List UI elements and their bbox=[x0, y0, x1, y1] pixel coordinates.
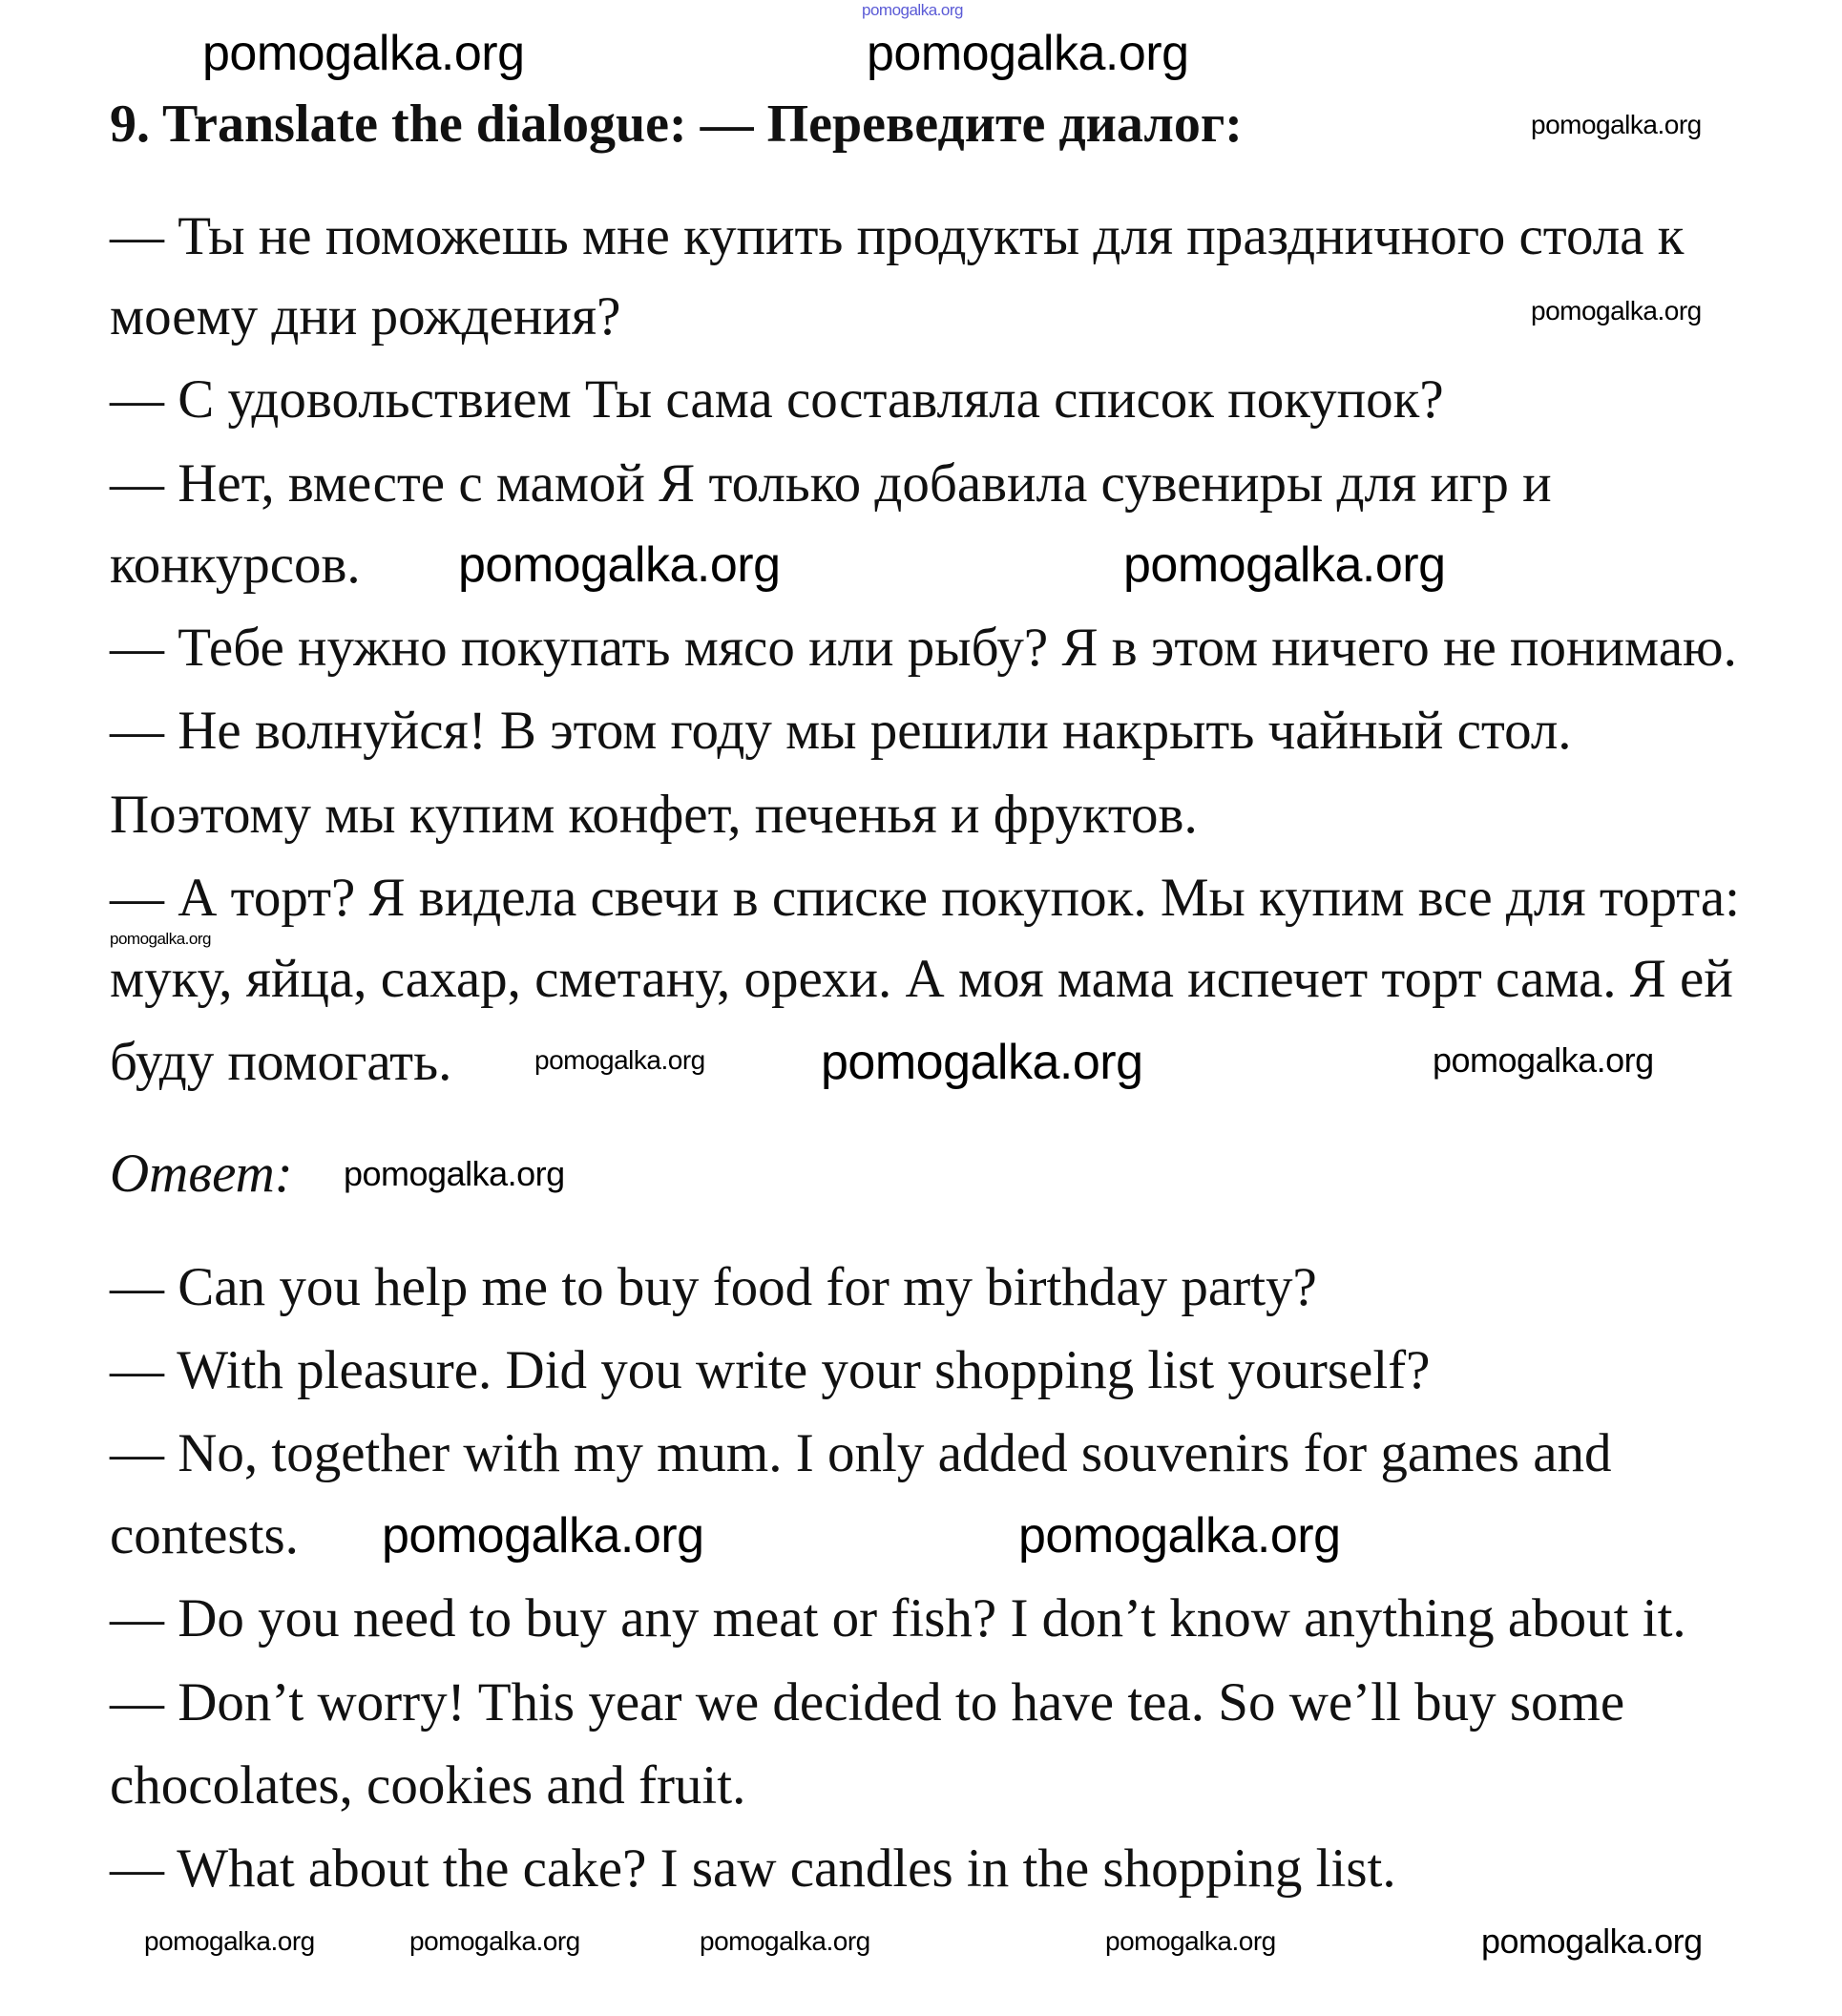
russian-line: — Нет, вместе с мамой Я только добавила сувениры для игр и bbox=[110, 453, 1552, 514]
watermark: pomogalka.org bbox=[1018, 1508, 1341, 1564]
russian-line: — Ты не поможешь мне купить продукты для праздничного стола к bbox=[110, 206, 1685, 266]
watermark: pomogalka.org bbox=[1123, 537, 1446, 593]
russian-line: моему дни рождения? bbox=[110, 286, 621, 346]
english-line: — Do you need to buy any meat or fish? I don’t know anything about it. bbox=[110, 1588, 1686, 1648]
english-line: — No, together with my mum. I only added souvenirs for games and bbox=[110, 1423, 1612, 1483]
english-line: — What about the cake? I saw candles in the shopping list. bbox=[110, 1838, 1396, 1899]
english-line: — With pleasure. Did you write your shopping list yourself? bbox=[110, 1340, 1431, 1400]
russian-line: — А торт? Я видела свечи в списке покупок. Мы купим все для торта: bbox=[110, 868, 1740, 928]
russian-line: — Тебе нужно покупать мясо или рыбу? Я в этом ничего не понимаю. bbox=[110, 618, 1737, 678]
russian-line: муку, яйца, сахар, сметану, орехи. А моя мама испечет торт сама. Я ей bbox=[110, 949, 1733, 1009]
english-line: chocolates, cookies and fruit. bbox=[110, 1755, 746, 1816]
watermark: pomogalka.org bbox=[144, 1926, 315, 1956]
watermark: pomogalka.org bbox=[382, 1508, 704, 1564]
english-line: — Can you help me to buy food for my birthday party? bbox=[110, 1257, 1317, 1317]
russian-line: Поэтому мы купим конфет, печенья и фруктов. bbox=[110, 785, 1198, 845]
russian-line: конкурсов. bbox=[110, 535, 361, 595]
watermark: pomogalka.org bbox=[1105, 1926, 1276, 1956]
watermark: pomogalka.org bbox=[867, 26, 1189, 81]
watermark: pomogalka.org bbox=[534, 1045, 705, 1075]
watermark: pomogalka.org bbox=[821, 1035, 1143, 1090]
watermark: pomogalka.org bbox=[1531, 296, 1702, 326]
english-line: — Don’t worry! This year we decided to have tea. So we’ll buy some bbox=[110, 1672, 1625, 1732]
watermark: pomogalka.org bbox=[1433, 1040, 1654, 1080]
watermark: pomogalka.org bbox=[110, 930, 211, 948]
answer-label: Ответ: bbox=[110, 1144, 293, 1204]
watermark: pomogalka.org bbox=[1481, 1922, 1703, 1961]
watermark: pomogalka.org bbox=[862, 1, 963, 19]
watermark: pomogalka.org bbox=[202, 26, 525, 81]
russian-line: буду помогать. bbox=[110, 1032, 452, 1092]
watermark: pomogalka.org bbox=[700, 1926, 870, 1956]
english-line: contests. bbox=[110, 1505, 299, 1565]
russian-line: — С удовольствием Ты сама составляла список покупок? bbox=[110, 369, 1444, 430]
watermark: pomogalka.org bbox=[344, 1154, 565, 1193]
exercise-title: 9. Translate the dialogue: — Переведите диалог: bbox=[110, 94, 1243, 154]
russian-line: — Не волнуйся! В этом году мы решили накрыть чайный стол. bbox=[110, 701, 1572, 761]
watermark: pomogalka.org bbox=[409, 1926, 580, 1956]
watermark: pomogalka.org bbox=[458, 537, 781, 593]
watermark: pomogalka.org bbox=[1531, 110, 1702, 139]
